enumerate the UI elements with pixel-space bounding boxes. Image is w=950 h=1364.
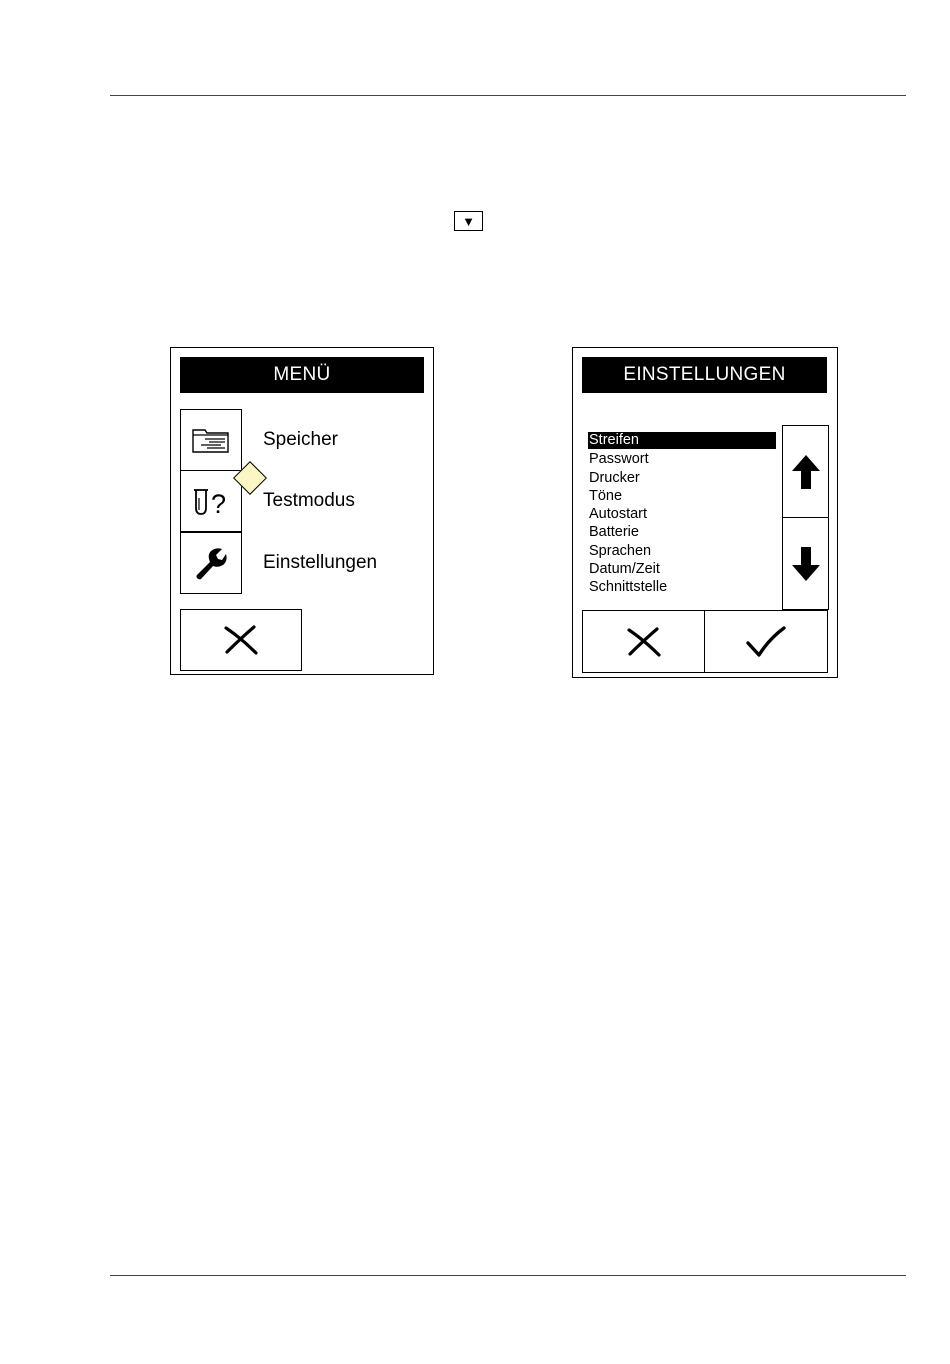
menu-cancel-button[interactable] <box>180 609 302 671</box>
settings-item-sprachen[interactable]: Sprachen <box>589 542 652 559</box>
test-tube-question-icon <box>191 484 231 518</box>
scroll-down-button[interactable] <box>782 517 829 610</box>
footer-rule <box>110 1275 906 1276</box>
folder-list-icon <box>191 425 231 455</box>
settings-item-autostart[interactable]: Autostart <box>589 506 648 523</box>
settings-screen <box>572 347 838 678</box>
menu-item-testmodus-button[interactable] <box>180 470 242 532</box>
menu-item-label: Testmodus <box>263 490 355 511</box>
settings-item-drucker[interactable]: Drucker <box>589 469 640 486</box>
cross-icon <box>626 626 662 658</box>
settings-item-toene[interactable]: Töne <box>589 487 623 504</box>
svg-text:?: ? <box>211 489 227 518</box>
header-rule <box>110 95 906 96</box>
down-key-symbol <box>454 211 483 231</box>
cross-icon <box>223 624 259 656</box>
menu-item-label: Einstellungen <box>263 552 378 573</box>
scroll-up-button[interactable] <box>782 425 829 518</box>
settings-list <box>588 432 776 597</box>
settings-title: EINSTELLUNGEN <box>582 357 827 393</box>
checkmark-icon <box>745 625 787 659</box>
down-triangle-icon: ▼ <box>462 213 475 229</box>
menu-title: MENÜ <box>180 357 424 393</box>
settings-item-datum-zeit[interactable]: Datum/Zeit <box>589 561 660 578</box>
menu-item-einstellungen-button[interactable] <box>180 532 242 594</box>
wrench-icon <box>193 545 229 581</box>
settings-item-streifen[interactable]: Streifen <box>588 432 776 449</box>
settings-confirm-button[interactable] <box>704 610 828 673</box>
arrow-up-icon <box>791 454 821 490</box>
settings-item-batterie[interactable]: Batterie <box>589 524 639 541</box>
menu-screen <box>170 347 434 675</box>
settings-item-schnittstelle[interactable]: Schnittstelle <box>589 579 668 596</box>
menu-item-label: Speicher <box>263 429 338 450</box>
settings-item-passwort[interactable]: Passwort <box>589 451 649 468</box>
menu-item-speicher-button[interactable] <box>180 409 242 471</box>
arrow-down-icon <box>791 546 821 582</box>
settings-cancel-button[interactable] <box>582 610 705 673</box>
